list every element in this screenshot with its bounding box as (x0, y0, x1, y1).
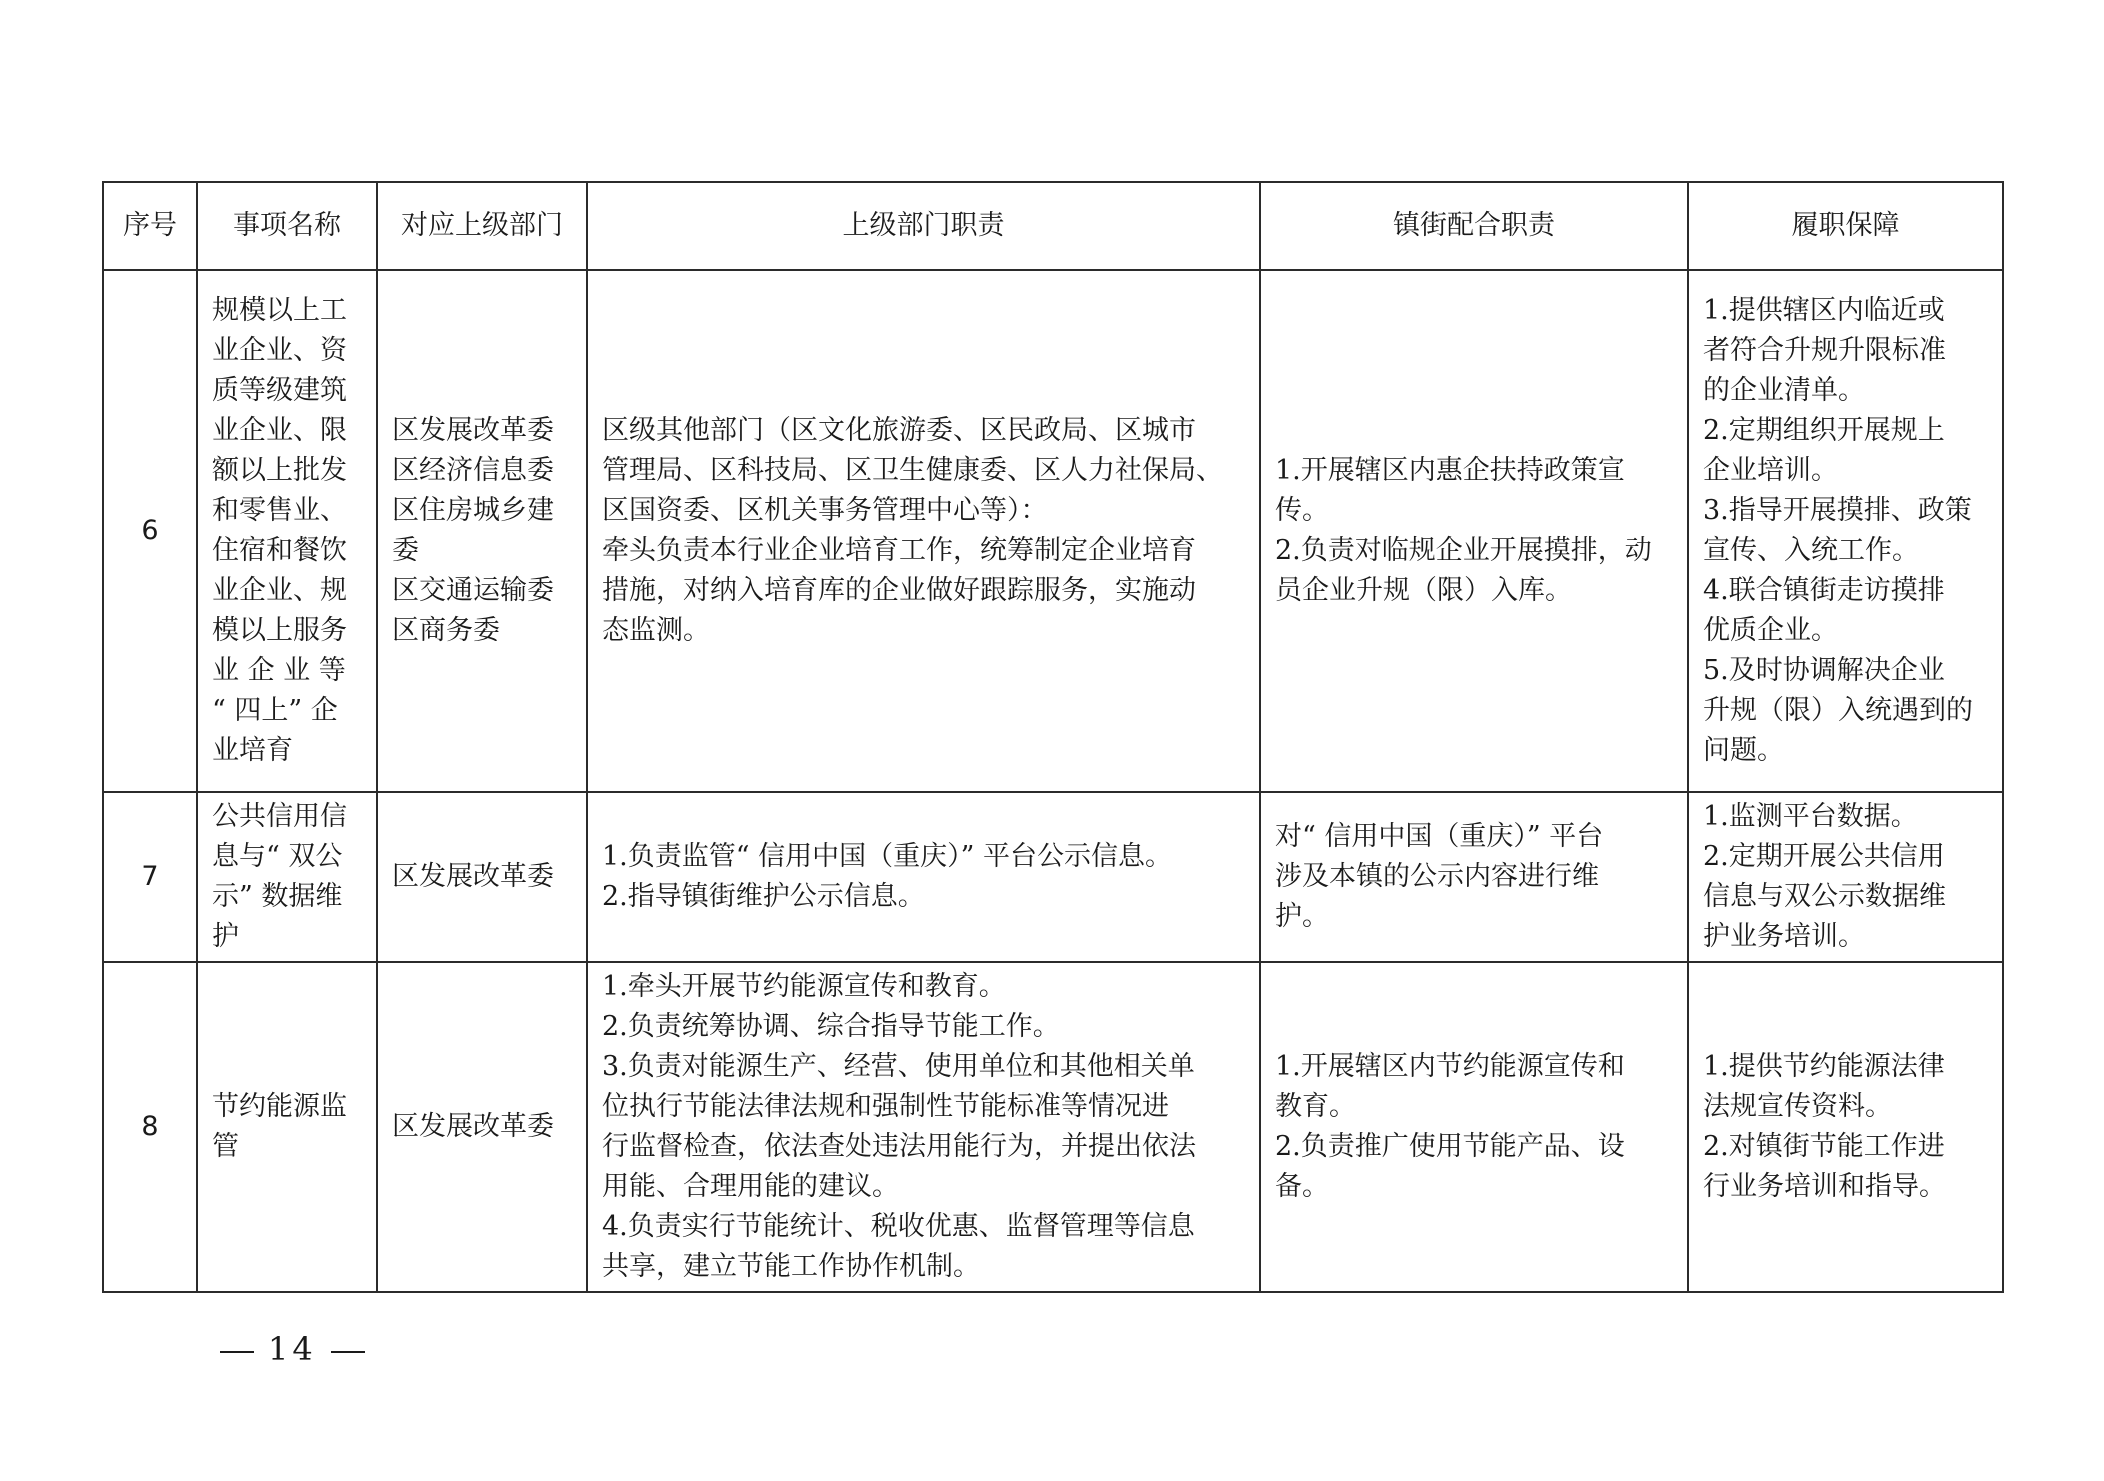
cell-line: 升规（限）入统遇到的 (1703, 695, 1973, 726)
cell-upper-duty (587, 962, 1260, 1292)
cell-line: 业培育 (212, 735, 293, 766)
cell-line: 住宿和餐饮 (212, 535, 347, 566)
cell-line: 公共信用信 (212, 801, 347, 832)
cell-guarantee (1688, 792, 2003, 962)
cell-line: 模以上服务 (212, 615, 347, 646)
cell-line: 护 (212, 921, 239, 952)
cell-line: 业企业、资 (212, 335, 347, 366)
cell-line: 3.负责对能源生产、经营、使用单位和其他相关单 (602, 1051, 1195, 1082)
cell-line: 优质企业。 (1703, 615, 1838, 646)
table-row (103, 792, 2003, 962)
cell-line: 2.负责推广使用节能产品、设 (1275, 1131, 1625, 1162)
cell-upper-duty (587, 270, 1260, 792)
cell-line: 息与“ 双公 (212, 841, 343, 872)
cell-item-name (197, 962, 377, 1292)
cell-line: 2.定期开展公共信用 (1703, 841, 1945, 872)
header-upper-dept: 对应上级部门 (377, 182, 587, 270)
table-row (103, 270, 2003, 792)
cell-line: 用能、合理用能的建议。 (602, 1171, 899, 1202)
cell-line: 护业务培训。 (1703, 921, 1865, 952)
cell-line: 教育。 (1275, 1091, 1356, 1122)
cell-line: 额以上批发 (212, 455, 347, 486)
cell-line: 1.牵头开展节约能源宣传和教育。 (602, 971, 1006, 1002)
page-number-value: 14 (268, 1330, 317, 1368)
cell-line: 1.提供节约能源法律 (1703, 1051, 1945, 1082)
cell-line: 位执行节能法律法规和强制性节能标准等情况进 (602, 1091, 1169, 1122)
page-number (206, 1330, 379, 1368)
cell-line: 2.负责对临规企业开展摸排，动 (1275, 535, 1652, 566)
cell-line: 行业务培训和指导。 (1703, 1171, 1946, 1202)
cell-line: “ 四上” 企 (212, 695, 338, 726)
cell-line: 管理局、区科技局、区卫生健康委、区人力社保局、 (602, 455, 1223, 486)
table-header-row (103, 182, 2003, 270)
cell-line: 2.指导镇街维护公示信息。 (602, 881, 925, 912)
cell-line: 备。 (1275, 1171, 1329, 1202)
cell-line: 节约能源监 (212, 1091, 347, 1122)
header-item-name: 事项名称 (197, 182, 377, 270)
cell-line: 质等级建筑 (212, 375, 347, 406)
header-upper-duty: 上级部门职责 (587, 182, 1260, 270)
cell-upper-dept (377, 270, 587, 792)
cell-line: 信息与双公示数据维 (1703, 881, 1946, 912)
cell-line: 2.对镇街节能工作进 (1703, 1131, 1945, 1162)
page-number-dash-left (220, 1351, 254, 1353)
cell-line: 1.负责监管“ 信用中国（重庆）” 平台公示信息。 (602, 841, 1173, 872)
page-number-dash-right (331, 1351, 365, 1353)
cell-line: 态监测。 (602, 615, 710, 646)
cell-line: 区发展改革委 (392, 861, 554, 892)
cell-upper-dept (377, 792, 587, 962)
cell-line: 共享，建立节能工作协作机制。 (602, 1251, 980, 1282)
cell-no: 6 (103, 270, 197, 792)
cell-line: 区交通运输委 (392, 575, 554, 606)
cell-line: 1.开展辖区内节约能源宣传和 (1275, 1051, 1625, 1082)
cell-line: 4.负责实行节能统计、税收优惠、监督管理等信息 (602, 1211, 1195, 1242)
cell-upper-duty (587, 792, 1260, 962)
cell-line: 传。 (1275, 495, 1329, 526)
cell-line: 法规宣传资料。 (1703, 1091, 1892, 1122)
cell-line: 5.及时协调解决企业 (1703, 655, 1945, 686)
cell-line: 规模以上工 (212, 295, 347, 326)
cell-line: 4.联合镇街走访摸排 (1703, 575, 1945, 606)
cell-line: 3.指导开展摸排、政策 (1703, 495, 1972, 526)
cell-upper-dept (377, 962, 587, 1292)
cell-line: 管 (212, 1131, 239, 1162)
cell-line: 企业培训。 (1703, 455, 1838, 486)
cell-line: 涉及本镇的公示内容进行维 (1275, 861, 1599, 892)
cell-line: 员企业升规（限）入库。 (1275, 575, 1572, 606)
cell-line: 业企业、规 (212, 575, 347, 606)
cell-line: 问题。 (1703, 735, 1784, 766)
cell-line: 的企业清单。 (1703, 375, 1865, 406)
cell-guarantee (1688, 270, 2003, 792)
cell-line: 区住房城乡建 (392, 495, 554, 526)
cell-no: 7 (103, 792, 197, 962)
cell-line: 1.开展辖区内惠企扶持政策宣 (1275, 455, 1625, 486)
cell-line: 行监督检查，依法查处违法用能行为，并提出依法 (602, 1131, 1196, 1162)
cell-line: 2.负责统筹协调、综合指导节能工作。 (602, 1011, 1060, 1042)
cell-line: 措施，对纳入培育库的企业做好跟踪服务，实施动 (602, 575, 1196, 606)
cell-line: 护。 (1275, 901, 1329, 932)
cell-line: 区商务委 (392, 615, 500, 646)
cell-line: 牵头负责本行业企业培育工作，统筹制定企业培育 (602, 535, 1196, 566)
cell-town-duty (1260, 962, 1688, 1292)
header-guarantee: 履职保障 (1688, 182, 2003, 270)
cell-line: 委 (392, 535, 419, 566)
cell-line: 宣传、入统工作。 (1703, 535, 1919, 566)
cell-line: 区发展改革委 (392, 1111, 554, 1142)
header-town-duty: 镇街配合职责 (1260, 182, 1688, 270)
cell-line: 业企业、限 (212, 415, 347, 446)
cell-line: 2.定期组织开展规上 (1703, 415, 1945, 446)
cell-guarantee (1688, 962, 2003, 1292)
cell-line: 区级其他部门（区文化旅游委、区民政局、区城市 (602, 415, 1196, 446)
cell-town-duty (1260, 792, 1688, 962)
cell-item-name (197, 792, 377, 962)
cell-line: 区国资委、区机关事务管理中心等）： (602, 495, 1048, 526)
duty-table (102, 181, 2004, 1293)
cell-item-name (197, 270, 377, 792)
cell-line: 区经济信息委 (392, 455, 554, 486)
cell-line: 者符合升规升限标准 (1703, 335, 1946, 366)
cell-line: 业 企 业 等 (212, 655, 346, 686)
cell-line: 对“ 信用中国（重庆）” 平台 (1275, 821, 1604, 852)
cell-line: 区发展改革委 (392, 415, 554, 446)
table-row (103, 962, 2003, 1292)
cell-line: 和零售业、 (212, 495, 347, 526)
header-no: 序号 (103, 182, 197, 270)
cell-line: 1.监测平台数据。 (1703, 801, 1918, 832)
cell-town-duty (1260, 270, 1688, 792)
cell-line: 1.提供辖区内临近或 (1703, 295, 1945, 326)
cell-no: 8 (103, 962, 197, 1292)
cell-line: 示” 数据维 (212, 881, 343, 912)
